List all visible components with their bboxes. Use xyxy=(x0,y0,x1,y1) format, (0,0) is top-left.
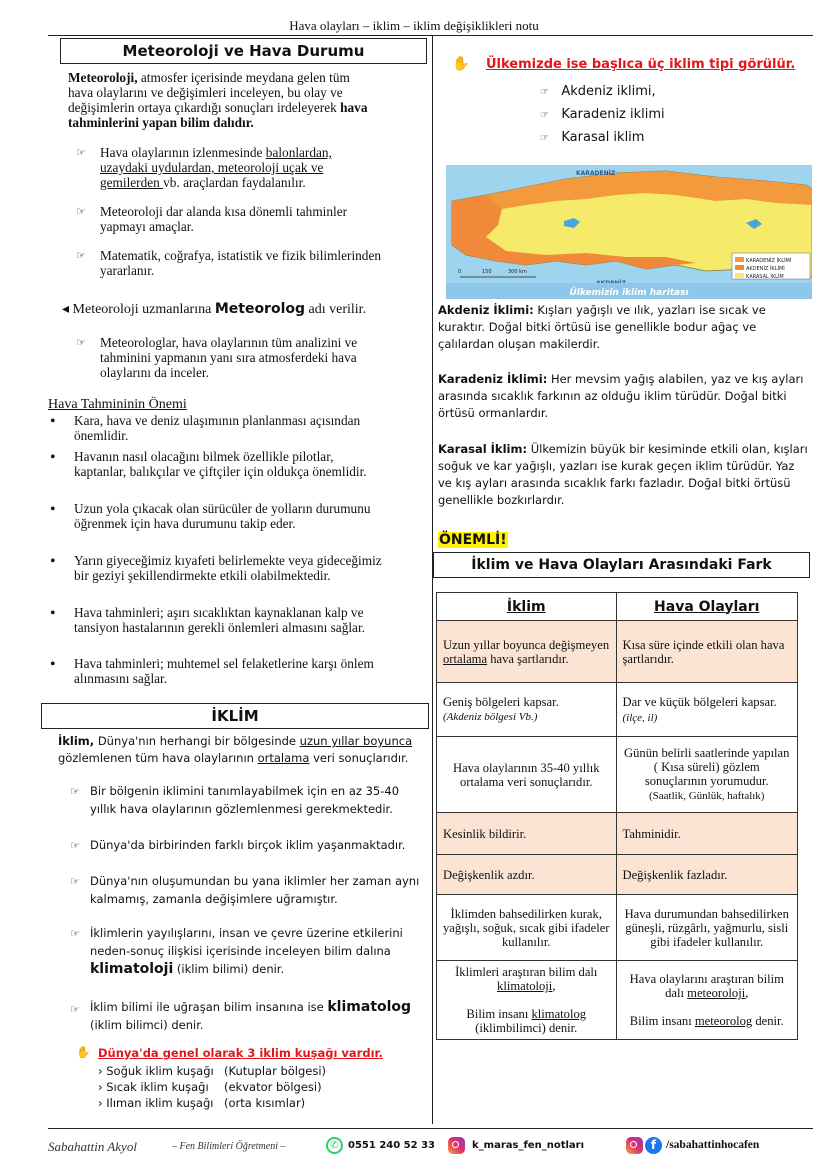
pointing-hand-icon: ☞ xyxy=(70,785,80,798)
pointing-hand-icon: ☞ xyxy=(76,206,86,218)
pointing-hand-icon: ☞ xyxy=(70,875,80,888)
onem-item: Kara, hava ve deniz ulaşımının planlanması açısından önemlidir. xyxy=(74,413,361,443)
whatsapp-icon: ✆ xyxy=(326,1137,343,1154)
kusak-item: › Sıcak iklim kuşağı (ekvator bölgesi) xyxy=(98,1080,322,1094)
meteoroloji-term: Meteoroloji, xyxy=(68,70,138,85)
pointing-hand-icon: ☞ xyxy=(540,133,549,144)
karasal-paragraph: Karasal İklim: Ülkemizin büyük bir kesiminde etkili olan, kışları soğuk ve kar yağışlı, yazları ise kurak geçen iklim türüdür. Yaz ve kış ayları arasında sıcaklık farkı fazladır. Doğal bitki örtüsü genellikle bozkırlardır. xyxy=(438,442,808,507)
table-cell: Hava olaylarını araştıran bilim dalı meteoroloji, Bilim insanı meteorolog denir. xyxy=(616,961,798,1040)
sea-label: KARADENİZ xyxy=(576,170,616,177)
table-cell: Hava olaylarının 35-40 yıllık ortalama veri sonuçlarıdır. xyxy=(437,737,617,813)
pointing-hand-icon: ☞ xyxy=(70,839,80,852)
table-cell: Değişkenlik azdır. xyxy=(437,855,617,895)
iklim-tipi-item: ☞ Akdeniz iklimi, xyxy=(540,84,656,99)
iklim-bullet: Bir bölgenin iklimini tanımlayabilmek için en az 35-40 yıllık hava olaylarının gözlemlenmesi gerekmektedir. xyxy=(90,784,400,816)
table-cell: Uzun yıllar boyunca değişmeyen ortalama hava şartlarıdır. xyxy=(437,621,617,683)
phone-number[interactable]: 0551 240 52 33 xyxy=(348,1140,435,1151)
scale-label: 0 xyxy=(458,269,462,275)
kusak-item: › Soğuk iklim kuşağı (Kutuplar bölgesi) xyxy=(98,1064,327,1078)
iklim-tipleri-list xyxy=(540,81,665,150)
iklim-bullet: Dünya'da birbirinden farklı birçok iklim yaşanmaktadır. xyxy=(90,838,406,852)
map-legend-label: KARASAL İKLİM xyxy=(746,274,784,280)
social-handle[interactable]: /sabahattinhocafen xyxy=(666,1139,760,1151)
meteorolog-line: ◂ Meteoroloji uzmanlarına Meteorolog adı verilir. xyxy=(62,301,367,317)
comparison-table xyxy=(436,592,798,1040)
flag-icon: ◂ xyxy=(62,302,70,317)
table-cell: İklimden bahsedilirken kurak, yağışlı, soğuk, sıcak gibi ifadeler kullanılır. xyxy=(437,895,617,961)
pointing-hand-icon: ☞ xyxy=(70,1003,80,1016)
akdeniz-paragraph: Akdeniz İklimi: Kışları yağışlı ve ılık, yazları ise sıcak ve kuraktır. Doğal bitki örtüsü ise genellikle bodur ağaç ve çalılardan oluşan makilerdir. xyxy=(438,303,766,351)
meteo-bullet-1: Hava olaylarının izlenmesinde balonlardan, uzaydaki uydulardan, meteoroloji uçak ve gemilerden vb. araçlardan faydalanılır. xyxy=(100,145,332,190)
iklim-tipi-item: ☞ Karasal iklim xyxy=(540,130,645,145)
table-row xyxy=(437,895,798,961)
instagram-icon xyxy=(448,1137,465,1154)
fark-title: İklim ve Hava Olayları Arasındaki Fark xyxy=(433,552,810,578)
kusak-list xyxy=(98,1063,326,1111)
onem-title: Hava Tahmininin Önemi xyxy=(48,397,187,412)
meteo-bullet-2: Meteoroloji dar alanda kısa dönemli tahminler yapmayı amaçlar. xyxy=(100,204,348,234)
table-cell: Dar ve küçük bölgeleri kapsar. (ilçe, il) xyxy=(616,683,798,737)
column-divider xyxy=(432,36,433,1124)
table-cell: Geniş bölgeleri kapsar. (Akdeniz bölgesi Vb.) xyxy=(437,683,617,737)
table-row xyxy=(437,961,798,1040)
table-row xyxy=(437,683,798,737)
onem-item: Uzun yola çıkacak olan sürücüler de yolların durumunu öğrenmek için hava durumunu takip eder. xyxy=(74,501,371,531)
table-row xyxy=(437,855,798,895)
map-legend-label: KARADENİZ İKLİMİ xyxy=(746,258,792,264)
iklim-definition: İklim, Dünya'nın herhangi bir bölgesinde uzun yıllar boyunca gözlemlenen tüm hava olaylarının ortalama veri sonuçlarıdır. xyxy=(58,734,413,765)
pointing-hand-icon: ☞ xyxy=(540,110,549,121)
pointing-hand-icon: ☞ xyxy=(76,250,86,262)
table-cell: Tahminidir. xyxy=(616,813,798,855)
table-header-cell: Hava Olayları xyxy=(616,593,798,621)
pointing-hand-icon: ☞ xyxy=(76,147,86,159)
kusak-item: › Ilıman iklim kuşağı (orta kısımlar) xyxy=(98,1096,306,1110)
map-caption: Ülkemizin iklim haritası xyxy=(569,288,689,298)
iklim-tipleri-title: Ülkemizde ise başlıca üç iklim tipi görülür. xyxy=(486,57,796,72)
table-cell: Kısa süre içinde etkili olan hava şartlarıdır. xyxy=(616,621,798,683)
table-cell: İklimleri araştıran bilim dalı klimatoloji, Bilim insanı klimatolog (iklimbilimci) denir. xyxy=(437,961,617,1040)
instagram-handle[interactable]: k_maras_fen_notları xyxy=(472,1140,585,1151)
hand-icon: ✋ xyxy=(452,56,470,72)
header-divider xyxy=(48,35,813,36)
iklim-bullet: İklimlerin yayılışlarını, insan ve çevre üzerine etkilerini neden-sonuç ilişkisi içerisinde inceleyen bilim dalına klimatoloji (iklim bilimi) denir. xyxy=(90,926,403,977)
table-row xyxy=(437,593,798,621)
author-role: – Fen Bilimleri Öğretmeni – xyxy=(172,1141,286,1152)
hand-icon: ✋ xyxy=(76,1045,91,1059)
meteoroloji-title: Meteoroloji ve Hava Durumu xyxy=(60,38,427,64)
instagram-icon xyxy=(626,1137,643,1154)
scale-label: 150 xyxy=(482,269,492,275)
kusak-title: Dünya'da genel olarak 3 iklim kuşağı vardır. xyxy=(98,1046,383,1060)
onem-item: Yarın giyeceğimiz kıyafeti belirlemekte veya gideceğimiz bir geziyi şekillendirmekte etkili olabilmektedir. xyxy=(74,553,382,583)
pointing-hand-icon: ☞ xyxy=(540,87,549,98)
iklim-tipi-item: ☞ Karadeniz iklimi xyxy=(540,107,665,122)
pointing-hand-icon: ☞ xyxy=(76,337,86,349)
onem-item: Hava tahminleri; muhtemel sel felaketlerine karşı önlem alınmasını sağlar. xyxy=(74,656,374,686)
table-cell: Hava durumundan bahsedilirken güneşli, rüzgârlı, yağmurlu, sisli gibi ifadeler kullanılır. xyxy=(616,895,798,961)
table-cell: Kesinlik bildirir. xyxy=(437,813,617,855)
iklim-bullet: Dünya'nın oluşumundan bu yana iklimler her zaman aynı kalmamış, zamanla değişimlere uğramıştır. xyxy=(90,874,420,906)
meteo-bullet-3: Matematik, coğrafya, istatistik ve fizik bilimlerinden yararlanır. xyxy=(100,248,382,278)
table-header-cell: İklim xyxy=(437,593,617,621)
karadeniz-paragraph: Karadeniz İklimi: Her mevsim yağış alabilen, yaz ve kış ayları arasında sıcaklık farkının az olduğu iklim türüdür. Doğal bitki örtüsü ormanlardır. xyxy=(438,372,804,420)
author-name: Sabahattin Akyol xyxy=(48,1139,137,1154)
pointing-hand-icon: ☞ xyxy=(70,927,80,940)
onem-item: Hava tahminleri; aşırı sıcaklıktan kaynaklanan kalp ve tansiyon hastalarının gerekli önlemleri almasını sağlar. xyxy=(74,605,365,635)
onem-item: Havanın nasıl olacağını bilmek özellikle pilotlar, kaptanlar, balıkçılar ve çiftçiler için oldukça önemlidir. xyxy=(74,449,367,479)
table-row xyxy=(437,737,798,813)
scale-label: 300 km xyxy=(508,269,527,275)
table-row xyxy=(437,813,798,855)
iklim-bullet: İklim bilimi ile uğraşan bilim insanına ise klimatolog (iklim bilimci) denir. xyxy=(90,999,412,1032)
iklim-map xyxy=(446,165,812,299)
onemli-badge: ÖNEMLİ! xyxy=(439,532,507,548)
footer xyxy=(48,1137,818,1159)
facebook-icon: f xyxy=(645,1137,662,1154)
meteo-bullet-4: Meteorologlar, hava olaylarının tüm analizini ve tahminini yapmanın yanı sıra atmosferdeki hava olaylarını da inceler. xyxy=(100,335,358,380)
page-header: Hava olayları – iklim – iklim değişiklikleri notu xyxy=(289,18,539,33)
iklim-title: İKLİM xyxy=(41,703,429,729)
table-row xyxy=(437,621,798,683)
turkey-climate-map xyxy=(446,165,812,299)
map-legend-label: AKDENİZ İKLİMİ xyxy=(746,266,785,272)
footer-divider xyxy=(48,1128,813,1129)
table-cell: Günün belirli saatlerinde yapılan ( Kısa süreli) gözlem sonuçlarının yorumudur. (Saatlik, Günlük, haftalık) xyxy=(616,737,798,813)
meteoroloji-definition: Meteoroloji, atmosfer içerisinde meydana gelen tüm hava olaylarını ve değişimleri inceleyen, bu olay ve değişimlerin ortaya çıkardığı sonuçları irdeleyerek hava tahminlerini yapan bilim dalıdır. xyxy=(68,70,368,130)
table-cell: Değişkenlik fazladır. xyxy=(616,855,798,895)
